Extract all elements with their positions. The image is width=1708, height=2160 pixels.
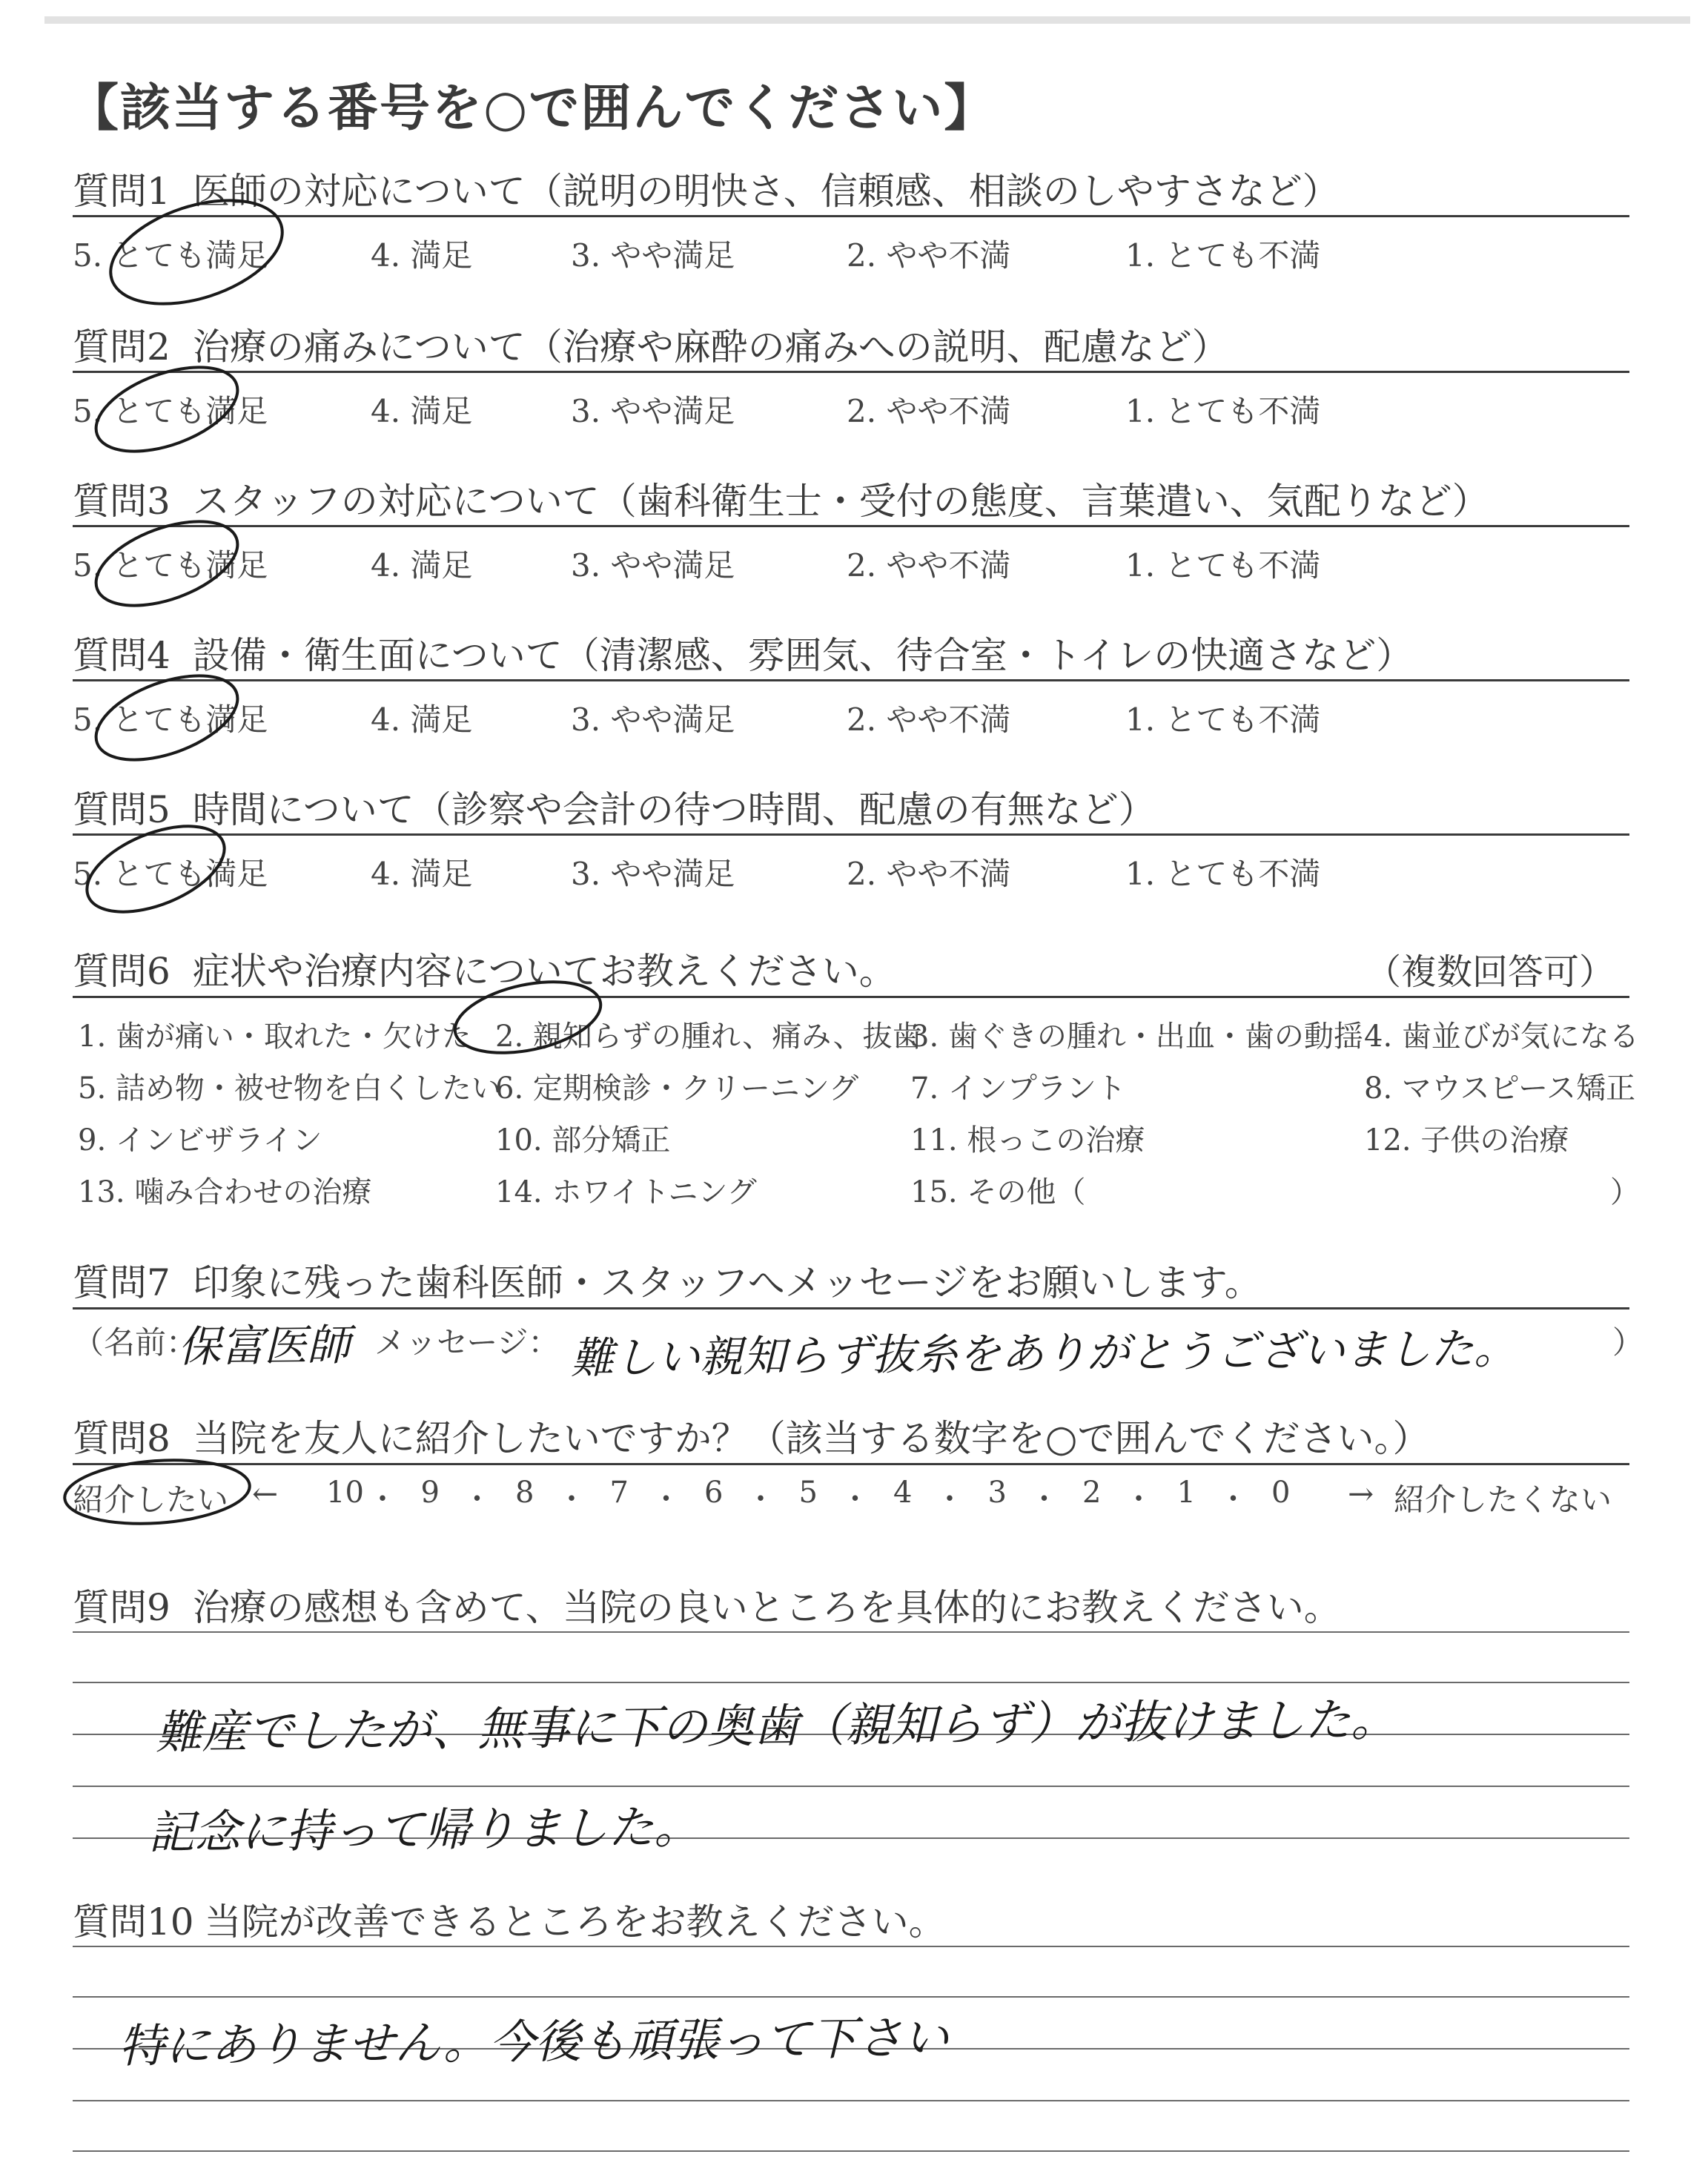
q6-heading	[73, 942, 896, 995]
q5-option-1[interactable]: 1. とても不満	[1125, 856, 1321, 892]
q8-scale-9[interactable]: 9	[420, 1476, 440, 1510]
q1-rule	[73, 215, 1629, 217]
q6-option-15[interactable]: 15. その他（	[910, 1175, 1086, 1209]
q7-text: 印象に残った歯科医師・スタッフへメッセージをお願いします。	[192, 1261, 1262, 1304]
q6-option-8[interactable]: 8. マウスピース矯正	[1364, 1071, 1636, 1106]
q3-option-3[interactable]: 3. やや満足	[571, 547, 735, 584]
q1-option-5[interactable]: 5. とても満足	[73, 237, 268, 274]
q8-scale-separator: ・	[462, 1482, 492, 1516]
q3-text: スタッフの対応について（歯科衛生士・受付の態度、言葉遣い、気配りなど）	[192, 480, 1489, 523]
q3-option-4[interactable]: 4. 満足	[371, 547, 473, 584]
q7-rule	[73, 1307, 1629, 1309]
q2-number: 質問2	[73, 326, 171, 369]
q8-scale-separator: ・	[651, 1482, 681, 1516]
q6-option-6[interactable]: 6. 定期検診・クリーニング	[495, 1071, 859, 1106]
q6-option-14[interactable]: 14. ホワイトニング	[495, 1175, 757, 1209]
q6-option-11[interactable]: 11. 根っこの治療	[910, 1123, 1145, 1157]
q8-scale-7[interactable]: 7	[609, 1476, 629, 1510]
q2-option-5[interactable]: 5. とても満足	[73, 393, 268, 429]
q7-message-label: メッセージ：	[374, 1324, 560, 1361]
q7-name-label: （名前：	[73, 1324, 198, 1361]
q4-option-1[interactable]: 1. とても不満	[1125, 701, 1321, 738]
q6-option-10[interactable]: 10. 部分矯正	[495, 1123, 671, 1157]
q8-scale-6[interactable]: 6	[704, 1476, 724, 1510]
q8-text: 当院を友人に紹介したいですか？（該当する数字を○で囲んでください。）	[192, 1417, 1430, 1460]
q10-text: 当院が改善できるところをお教えください。	[204, 1900, 946, 1943]
q1-option-3[interactable]: 3. やや満足	[571, 237, 735, 274]
q7-heading	[73, 1253, 1262, 1307]
q3-option-5[interactable]: 5. とても満足	[73, 547, 268, 584]
q10-rule-2	[73, 1996, 1629, 1998]
page-title: 【該当する番号を○で囲んでください】	[68, 79, 996, 138]
q8-scale-8[interactable]: 8	[515, 1476, 534, 1510]
q8-scale-1[interactable]: 1	[1176, 1476, 1196, 1510]
q9-heading	[73, 1578, 1341, 1631]
q4-number: 質問4	[73, 634, 171, 677]
q8-right-label: 紹介したくない	[1394, 1482, 1612, 1518]
q3-rule	[73, 525, 1629, 527]
q8-scale-2[interactable]: 2	[1082, 1476, 1102, 1510]
q6-option-1[interactable]: 1. 歯が痛い・取れた・欠けた	[78, 1020, 471, 1054]
q6-option-7[interactable]: 7. インプラント	[910, 1071, 1126, 1106]
q8-left-label[interactable]: 紹介したい	[73, 1482, 229, 1518]
q3-heading	[73, 472, 1489, 525]
q8-scale-separator: ・	[1124, 1482, 1153, 1516]
q5-text: 時間について（診察や会計の待つ時間、配慮の有無など）	[192, 788, 1156, 831]
q8-scale-separator: ・	[1029, 1482, 1059, 1516]
q2-option-4[interactable]: 4. 満足	[371, 393, 473, 429]
q10-rule-4	[73, 2100, 1629, 2101]
q1-option-4[interactable]: 4. 満足	[371, 237, 473, 274]
q7-close-paren: ）	[1612, 1324, 1644, 1361]
q8-scale-0[interactable]: 0	[1271, 1476, 1291, 1510]
q10-heading	[73, 1892, 946, 1946]
q8-scale-4[interactable]: 4	[893, 1476, 913, 1510]
q10-number: 質問10	[73, 1900, 194, 1943]
q8-scale-separator: ・	[935, 1482, 964, 1516]
q5-heading	[73, 780, 1156, 833]
q1-number: 質問1	[73, 170, 171, 213]
q8-scale-separator: ・	[1218, 1482, 1248, 1516]
q3-option-1[interactable]: 1. とても不満	[1125, 547, 1321, 584]
q8-scale-3[interactable]: 3	[987, 1476, 1007, 1510]
q9-rule-1	[73, 1631, 1629, 1633]
q2-option-1[interactable]: 1. とても不満	[1125, 393, 1321, 429]
q2-option-3[interactable]: 3. やや満足	[571, 393, 735, 429]
q4-text: 設備・衛生面について（清潔感、雰囲気、待合室・トイレの快適さなど）	[192, 634, 1414, 677]
q9-text: 治療の感想も含めて、当院の良いところを具体的にお教えください。	[192, 1586, 1341, 1629]
q4-option-4[interactable]: 4. 満足	[371, 701, 473, 738]
q2-text: 治療の痛みについて（治療や麻酔の痛みへの説明、配慮など）	[192, 326, 1229, 369]
q5-rule	[73, 833, 1629, 836]
right-arrow-icon: →	[1348, 1476, 1374, 1512]
q2-heading	[73, 317, 1229, 371]
q8-scale-separator: ・	[840, 1482, 870, 1516]
q7-number: 質問7	[73, 1261, 171, 1304]
q6-option-9[interactable]: 9. インビザライン	[78, 1123, 322, 1157]
q8-scale-separator: ・	[368, 1482, 397, 1516]
q2-rule	[73, 371, 1629, 373]
q9-answer-line-1[interactable]: 難産でしたが、無事に下の奥歯（親知らず）が抜けました。	[155, 1692, 1397, 1760]
q6-option-2[interactable]: 2. 親知らずの腫れ、痛み、抜歯	[495, 1020, 922, 1054]
q8-scale-separator: ・	[557, 1482, 586, 1516]
q10-answer-line-1[interactable]: 特にありません。今後も頑張って下さい	[118, 2010, 950, 2073]
q8-number: 質問8	[73, 1417, 171, 1460]
q6-option-13[interactable]: 13. 噛み合わせの治療	[78, 1175, 372, 1209]
q4-option-3[interactable]: 3. やや満足	[571, 701, 735, 738]
q7-name-answer[interactable]: 保富医師	[177, 1319, 351, 1373]
q6-option-5[interactable]: 5. 詰め物・被せ物を白くしたい	[78, 1071, 501, 1106]
q10-rule-5	[73, 2150, 1629, 2152]
q1-heading	[73, 162, 1340, 215]
q1-option-1[interactable]: 1. とても不満	[1125, 237, 1321, 274]
q2-option-2[interactable]: 2. やや不満	[847, 393, 1011, 429]
q9-number: 質問9	[73, 1586, 171, 1629]
q9-rule-4	[73, 1786, 1629, 1787]
q6-option-4[interactable]: 4. 歯並びが気になる	[1364, 1020, 1639, 1054]
q10-rule-1	[73, 1946, 1629, 1947]
q8-heading	[73, 1409, 1429, 1462]
q8-rule	[73, 1463, 1629, 1465]
q8-scale-10[interactable]: 10	[326, 1476, 364, 1510]
q5-option-3[interactable]: 3. やや満足	[571, 856, 735, 892]
q4-option-2[interactable]: 2. やや不満	[847, 701, 1011, 738]
q5-option-2[interactable]: 2. やや不満	[847, 856, 1011, 892]
q4-option-5[interactable]: 5. とても満足	[73, 701, 268, 738]
left-arrow-icon: ←	[252, 1476, 279, 1512]
q5-option-4[interactable]: 4. 満足	[371, 856, 473, 892]
q8-scale-separator: ・	[746, 1482, 775, 1516]
q5-option-5[interactable]: 5. とても満足	[73, 856, 268, 892]
q6-rule	[73, 996, 1629, 998]
q5-number: 質問5	[73, 788, 171, 831]
q7-message-answer[interactable]: 難しい親知らず抜糸をありがとうございました。	[570, 1323, 1517, 1384]
q1-text: 医師の対応について（説明の明快さ、信頼感、相談のしやすさなど）	[192, 170, 1340, 213]
q6-multi-answer-note: （複数回答可）	[1366, 951, 1615, 993]
q9-answer-line-2[interactable]: 記念に持って帰りました。	[148, 1800, 701, 1860]
q3-number: 質問3	[73, 480, 171, 523]
q3-option-2[interactable]: 2. やや不満	[847, 547, 1011, 584]
q8-scale-5[interactable]: 5	[798, 1476, 818, 1510]
q6-option-3[interactable]: 3. 歯ぐきの腫れ・出血・歯の動揺	[910, 1020, 1363, 1054]
q6-number: 質問6	[73, 950, 171, 993]
q6-other-close-paren: ）	[1610, 1175, 1640, 1209]
q1-option-2[interactable]: 2. やや不満	[847, 237, 1011, 274]
q4-rule	[73, 679, 1629, 681]
q6-option-12[interactable]: 12. 子供の治療	[1364, 1123, 1569, 1157]
q4-heading	[73, 626, 1413, 679]
q6-text: 症状や治療内容についてお教えください。	[192, 950, 896, 993]
